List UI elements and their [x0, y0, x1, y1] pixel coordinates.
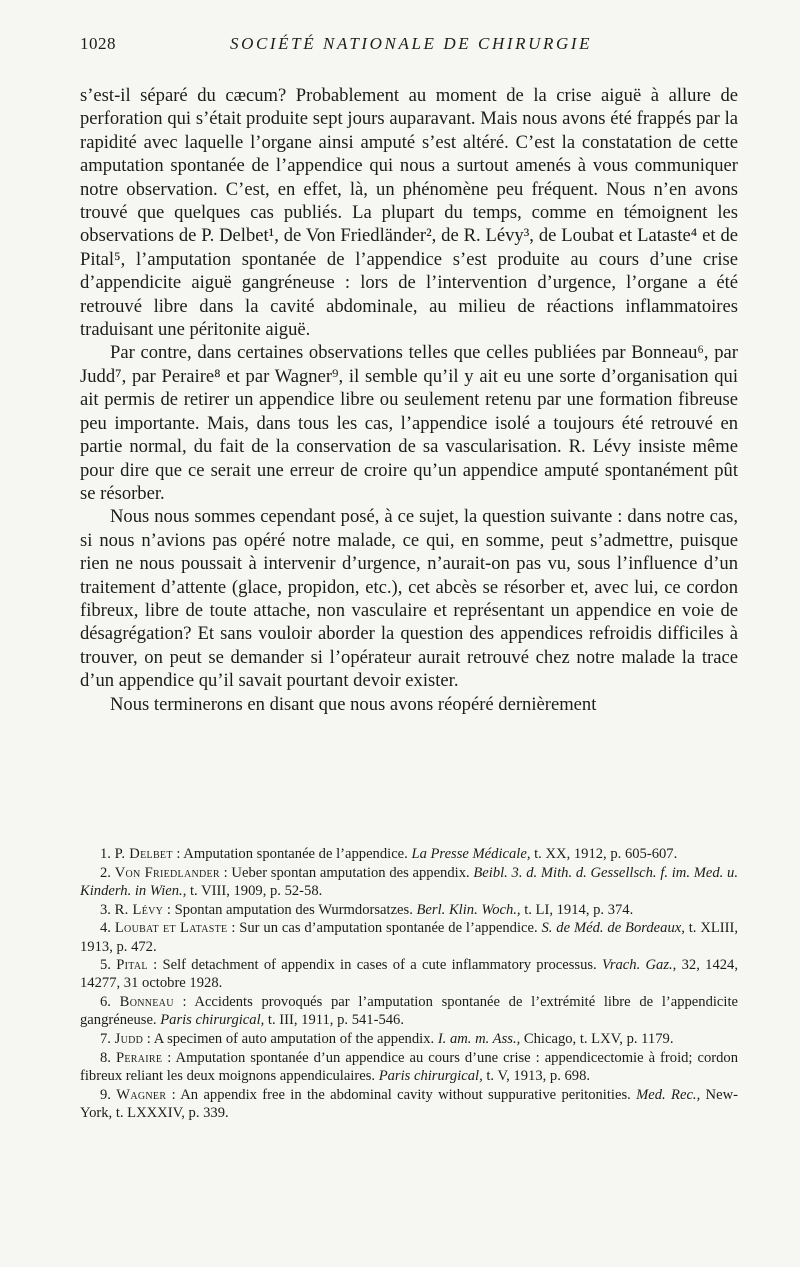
footnote-journal: Med. Rec.,: [636, 1086, 701, 1103]
footnote-separator: :: [162, 1049, 176, 1066]
footnote-separator: :: [143, 1031, 154, 1048]
footnote: [80, 1086, 738, 1122]
footnote-details: t. VIII, 1909, p. 52-58.: [186, 882, 323, 899]
footnote-details: t. III, 1911, p. 541-546.: [264, 1012, 404, 1029]
footnote-author: R. Lévy: [114, 901, 164, 918]
paragraph: Nous terminerons en disant que nous avons réopéré dernièrement: [110, 693, 597, 715]
footnote-details: 32, 1424, 14277, 31 octobre 1928.: [80, 957, 738, 992]
footnote-author: Loubat et Lataste: [114, 920, 228, 937]
footnote: [80, 901, 738, 919]
footnote-title: Ueber spontan amputation des appendix.: [231, 864, 474, 881]
footnote-journal: La Presse Médicale,: [411, 846, 531, 862]
footnotes: [80, 845, 738, 1123]
footnote: [80, 993, 738, 1029]
running-title: SOCIÉTÉ NATIONALE DE CHIRURGIE: [230, 34, 593, 53]
footnote-number: 6.: [100, 994, 111, 1011]
footnote: [80, 919, 738, 955]
footnote-journal: S. de Méd. de Bordeaux,: [541, 920, 685, 937]
footnote-details: t. LI, 1914, p. 374.: [520, 901, 634, 918]
footnote-details: New-York, t. LXXXIV, p. 339.: [80, 1086, 738, 1121]
footnote-title: Sur un cas d’amputation spontanée de l’appendice.: [239, 920, 542, 937]
footnote-separator: :: [163, 901, 175, 918]
footnote-author: P. Delbet: [114, 846, 173, 862]
footnote-author: Von Friedlander: [114, 864, 220, 881]
footnote-separator: :: [166, 1086, 181, 1103]
footnote: [80, 1049, 738, 1085]
footnote-title: Spontan amputation des Wurmdorsatzes.: [174, 901, 417, 918]
footnote-title: A specimen of auto amputation of the appendix.: [153, 1031, 438, 1048]
footnote-title: Amputation spontanée de l’appendice.: [183, 846, 412, 862]
footnote: [80, 1030, 738, 1048]
footnote-details: t. XLIII, 1913, p. 472.: [80, 920, 739, 955]
footnote-separator: :: [219, 864, 232, 881]
body-text: [80, 84, 738, 716]
footnote-author: Peraire: [115, 1049, 163, 1066]
footnote: [80, 956, 738, 992]
footnote-journal: Berl. Klin. Woch.,: [416, 901, 521, 918]
footnote: [80, 864, 738, 900]
footnote-separator: :: [172, 846, 184, 862]
footnote: [80, 845, 738, 863]
running-header: [80, 34, 740, 58]
paragraph: Par contre, dans certaines observations telles que celles publiées par Bonneau⁶, par Judd⁷, par Peraire⁸ et par Wagner⁹, il semble qu’il y ait eu une sorte d’organisation qui ait permis de retirer un appendice libre ou seulement retenu par une formation fibreuse peu importante. Mais, dans tous les cas, l’appendice isolé a toujours été retrouvé en partie normal, du fait de la conservation de sa vascularisation. R. Lévy insiste même pour dire que ce serait une erreur de croire qu’un appendice amputé spontanément pût se résorber.: [80, 342, 738, 504]
footnote-journal: Beibl. 3. d. Mith. d. Gessellsch. f. im. Med. u. Kinderh. in Wien.,: [80, 864, 738, 899]
footnote-author: Bonneau: [119, 994, 174, 1011]
footnote-title: An appendix free in the abdominal cavity without suppurative peritonities.: [180, 1086, 637, 1103]
footnote-number: 5.: [100, 957, 111, 974]
footnote-details: t. V, 1913, p. 698.: [482, 1067, 591, 1084]
footnote-number: 3.: [100, 901, 111, 918]
footnote-journal: Paris chirurgical,: [378, 1067, 483, 1084]
footnote-number: 1.: [100, 846, 111, 862]
footnote-number: 4.: [100, 920, 111, 937]
page-number: 1028: [80, 34, 116, 53]
footnote-author: Judd: [114, 1031, 144, 1048]
footnote-separator: :: [147, 957, 163, 974]
footnote-title: Amputation spontanée d’un appendice au cours d’une crise : appendicectomie à froid; cordon fibreux reliant les deux moignons appendiculaires.: [80, 1049, 738, 1084]
footnote-number: 7.: [100, 1031, 111, 1048]
footnote-journal: Vrach. Gaz.,: [602, 957, 677, 974]
footnote-journal: Paris chirurgical,: [160, 1012, 265, 1029]
footnote-separator: :: [173, 994, 195, 1011]
paragraph: Nous nous sommes cependant posé, à ce sujet, la question suivante : dans notre cas, si nous n’avions pas opéré notre malade, ce qui, en somme, peut s’admettre, puisque rien ne nous poussait à intervenir d’urgence, n’aurait-on pas vu, sous l’influence d’un traitement d’attente (glace, propidon, etc.), cet abcès se résorber et, avec lui, ce cordon fibreux, libre de toute attache, non vasculaire et représentant un appendice en voie de désagrégation? Et sans vouloir aborder la question des appendices refroidis difficiles à trouver, on peut se demander si l’opérateur aurait retrouvé chez notre malade la trace d’un appendice qu’il savait pourtant devoir exister.: [80, 506, 738, 692]
footnote-number: 8.: [100, 1049, 111, 1066]
footnote-title: Self detachment of appendix in cases of a cute inflammatory processus.: [162, 957, 602, 974]
paragraph: s’est-il séparé du cæcum? Probablement au moment de la crise aiguë à allure de perforation qui s’était produite sept jours auparavant. Mais nous avons été frappés par la rapidité avec laquelle l’organe ainsi amputé s’est altéré. C’est la constatation de cette amputation spontanée de l’appendice qui nous a surtout amenés à vous communiquer notre observation. C’est, en effet, là, un phénomène peu fréquent. Nous n’en avons trouvé que quelques cas publiés. La plupart du temps, comme en témoignent les observations de P. Delbet¹, de Von Friedländer², de R. Lévy³, de Loubat et Lataste⁴ et de Pital⁵, l’amputation spontanée de l’appendice s’est produite au cours d’une crise d’appendicite aiguë gangréneuse : lors de l’intervention d’urgence, l’organe a été retrouvé libre dans la cavité abdominale, au milieu de réactions inflammatoires traduisant une péritonite aiguë.: [80, 85, 738, 341]
footnote-separator: :: [227, 920, 240, 937]
footnote-details: t. XX, 1912, p. 605-607.: [530, 846, 678, 862]
footnote-journal: I. am. m. Ass.,: [437, 1031, 521, 1048]
footnote-author: Wagner: [116, 1086, 167, 1103]
footnote-author: Pital: [116, 957, 148, 974]
footnote-number: 2.: [100, 864, 111, 881]
footnote-number: 9.: [100, 1086, 111, 1103]
footnote-title: Accidents provoqués par l’amputation spontanée de l’extrémité libre de l’appendicite gangréneuse.: [80, 994, 738, 1029]
footnote-details: Chicago, t. LXV, p. 1179.: [520, 1031, 674, 1048]
